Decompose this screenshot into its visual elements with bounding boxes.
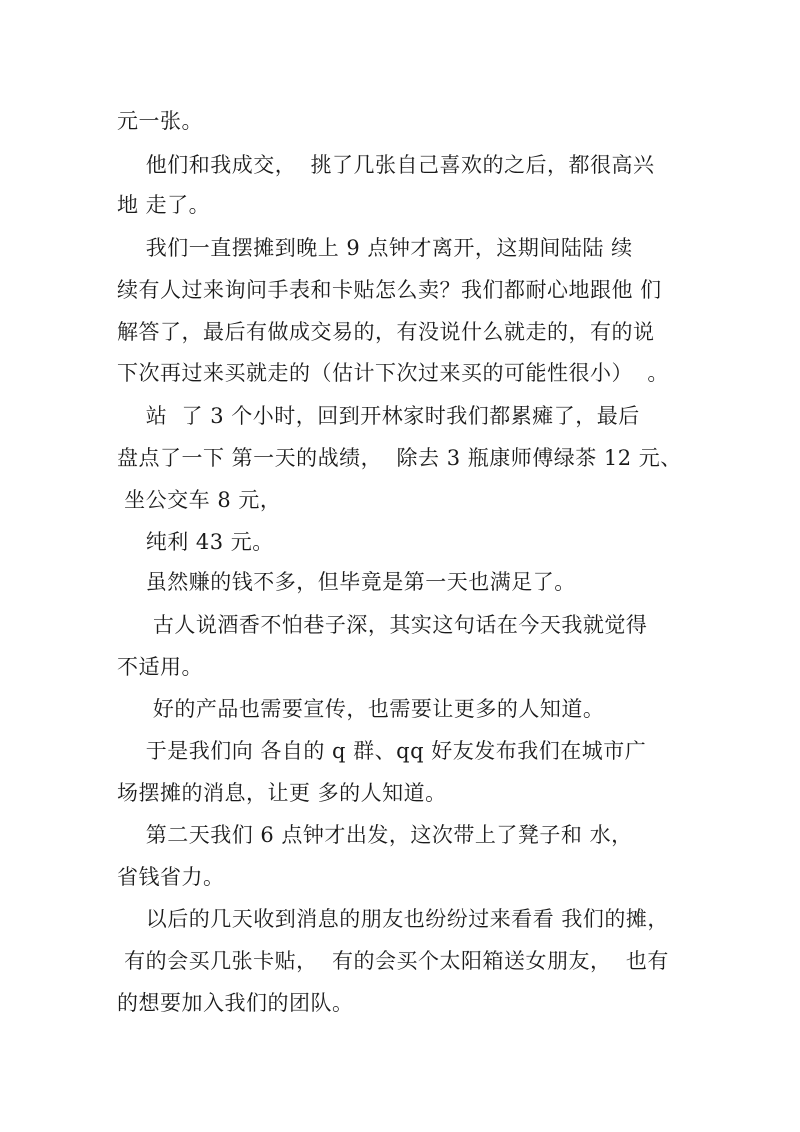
text-line: 他们和我成交， 挑了几张自己喜欢的之后，都很高兴	[117, 153, 655, 177]
text-line: 以后的几天收到消息的朋友也纷纷过来看看 我们的摊，	[117, 907, 669, 931]
text-line: 虽然赚的钱不多，但毕竟是第一天也满足了。	[117, 570, 576, 594]
text-line: 盘点了一下 第一天的战绩， 除去 3 瓶康师傅绿茶 12 元、	[117, 446, 682, 470]
text-line: 好的产品也需要宣传，也需要让更多的人知道。	[117, 697, 605, 721]
text-line: 元一张。	[117, 109, 203, 133]
text-line: 古人说酒香不怕巷子深，其实这句话在今天我就觉得	[117, 613, 648, 637]
text-line: 于是我们向 各自的 q 群、qq 好友发布我们在城市广	[117, 739, 647, 763]
text-line: 坐公交车 8 元，	[117, 488, 282, 512]
text-line: 下次再过来买就走的（估计下次过来买的可能性很小） 。	[117, 361, 669, 385]
text-line: 地 走了。	[117, 193, 211, 217]
text-line: 省钱省力。	[117, 865, 225, 889]
text-line: 解答了，最后有做成交易的，有没说什么就走的，有的说	[117, 320, 655, 344]
text-line: 的想要加入我们的团队。	[117, 991, 354, 1015]
text-line: 纯利 43 元。	[117, 530, 274, 554]
text-line: 场摆摊的消息，让更 多的人知道。	[117, 781, 447, 805]
text-line: 站 了 3 个小时，回到开林家时我们都累瘫了，最后	[117, 404, 640, 428]
text-line: 我们一直摆摊到晚上 9 点钟才离开，这期间陆陆 续	[117, 236, 633, 260]
text-line: 有的会买几张卡贴， 有的会买个太阳箱送女朋友， 也有	[117, 949, 669, 973]
text-line: 续有人过来询问手表和卡贴怎么卖？我们都耐心地跟他 们	[117, 278, 662, 302]
text-line: 不适用。	[117, 655, 203, 679]
text-line: 第二天我们 6 点钟才出发，这次带上了凳子和 水，	[117, 823, 633, 847]
